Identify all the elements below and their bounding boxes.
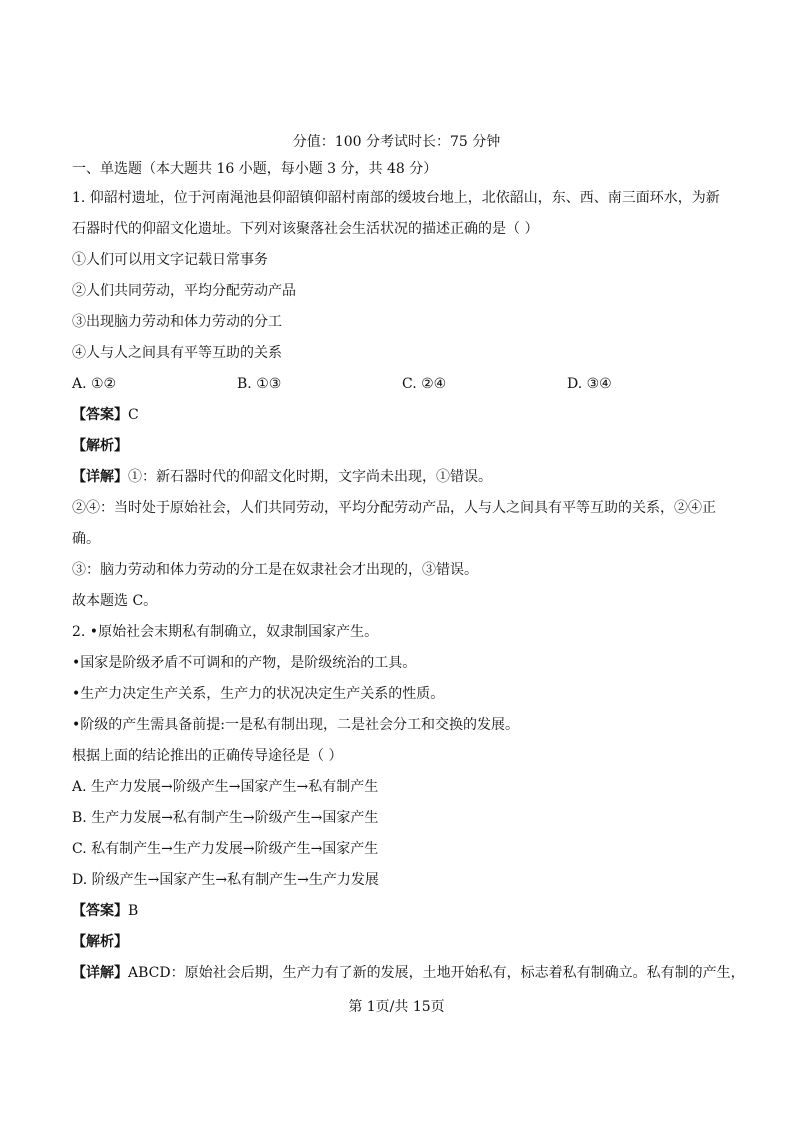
- q2-stem-line4: •阶级的产生需具备前提:一是私有制出现，二是社会分工和交换的发展。: [72, 717, 519, 733]
- content: [72, 157, 745, 989]
- q1-stem-line2: 石器时代的仰韶文化遗址。下列对该聚落社会生活状况的描述正确的是（ ）: [72, 221, 539, 237]
- q1-detail-line1: [72, 462, 732, 493]
- q1-options: [72, 369, 732, 400]
- q2-answer: [72, 896, 732, 927]
- q1-answer: [72, 400, 732, 431]
- q2-option-d: D. 阶级产生→国家产生→私有制产生→生产力发展: [72, 872, 379, 888]
- q2-option-b: B. 生产力发展→私有制产生→阶级产生→国家产生: [72, 810, 379, 826]
- q1-analysis: [72, 431, 732, 462]
- q1-item-4: ④人与人之间具有平等互助的关系: [72, 345, 282, 361]
- q1-analysis-tag: 【解析】: [72, 438, 128, 454]
- q1-answer-tag: 【答案】: [72, 407, 128, 423]
- q2-stem-line1: 2. •原始社会末期私有制确立，奴隶制国家产生。: [72, 624, 379, 640]
- q2-detail-line1: [72, 958, 745, 989]
- q2-answer-tag: 【答案】: [72, 903, 128, 919]
- q2-analysis: [72, 927, 732, 958]
- q1-option-c: C. ②④: [402, 376, 447, 392]
- exam-info: 分值：100 分考试时长：75 分钟: [292, 134, 501, 150]
- page-number: 第 1页/共 15页: [348, 999, 445, 1015]
- q1-detail-line3: 确。: [72, 531, 100, 547]
- q1-option-d: D. ③④: [567, 376, 612, 392]
- q2-stem-line2: •国家是阶级矛盾不可调和的产物，是阶级统治的工具。: [72, 655, 417, 671]
- q1-option-b: B. ①③: [237, 376, 282, 392]
- q2-stem-line3: •生产力决定生产关系，生产力的状况决定生产关系的性质。: [72, 686, 445, 702]
- q1-option-a: A. ①②: [72, 376, 117, 392]
- q2-stem-line5: 根据上面的结论推出的正确传导途径是（ ）: [72, 748, 343, 764]
- q1-detail-text-1: ①：新石器时代的仰韶文化时期，文字尚未出现，①错误。: [128, 469, 492, 485]
- q1-item-2: ②人们共同劳动，平均分配劳动产品: [72, 283, 296, 299]
- q1-item-3: ③出现脑力劳动和体力劳动的分工: [72, 314, 282, 330]
- q2-analysis-tag: 【解析】: [72, 934, 128, 950]
- q2-answer-value: B: [128, 903, 139, 919]
- q1-item-1: ①人们可以用文字记载日常事务: [72, 252, 268, 268]
- q2-detail-tag: 【详解】: [72, 965, 128, 981]
- q2-option-a: A. 生产力发展→阶级产生→国家产生→私有制产生: [72, 779, 379, 795]
- q1-detail-line2: ②④：当时处于原始社会，人们共同劳动，平均分配劳动产品，人与人之间具有平等互助的关系，②④正: [72, 500, 716, 516]
- q1-stem-line1: 1. 仰韶村遗址，位于河南渑池县仰韶镇仰韶村南部的缓坡台地上，北依韶山，东、西、南三面环水，为新: [72, 190, 720, 206]
- q1-detail-line5: 故本题选 C。: [72, 593, 158, 609]
- q2-detail-text: ABCD：原始社会后期，生产力有了新的发展，土地开始私有，标志着私有制确立。私有制的产生，: [128, 965, 745, 981]
- q1-detail-tag: 【详解】: [72, 469, 128, 485]
- section-title: 一、单选题（本大题共 16 小题，每小题 3 分，共 48 分）: [72, 161, 438, 177]
- q2-option-c: C. 私有制产生→生产力发展→阶级产生→国家产生: [72, 841, 379, 857]
- q1-answer-value: C: [128, 407, 139, 423]
- q1-detail-line4: ③：脑力劳动和体力劳动的分工是在奴隶社会才出现的，③错误。: [72, 562, 478, 578]
